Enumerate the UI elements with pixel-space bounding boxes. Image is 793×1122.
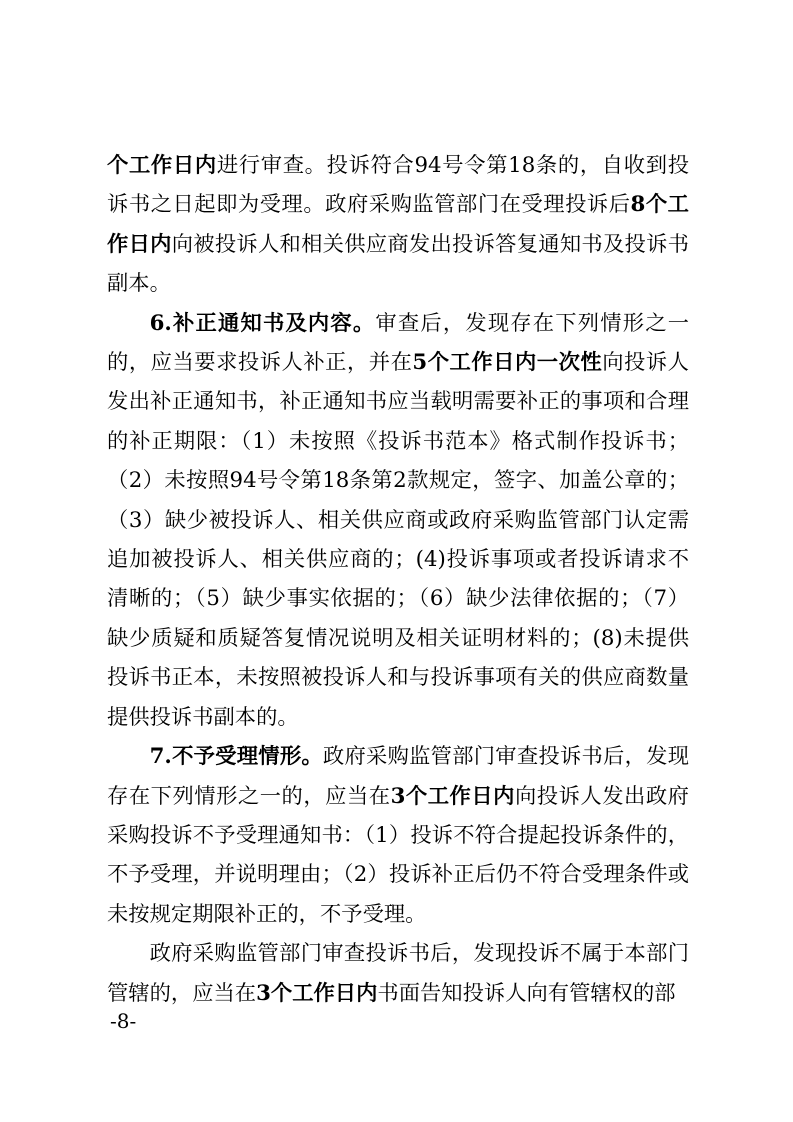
bold-text-run: 3个工作日内 <box>390 783 515 809</box>
text-run: 审查后，发现存在下列情形之一的，应当要求投诉人补正，并在 <box>107 310 689 376</box>
page-number: -8- <box>110 1009 137 1033</box>
bold-text-run: 8个工作日内 <box>107 192 689 257</box>
paragraph <box>107 146 689 304</box>
text-run: 政府采购监管部门审查投诉书后，发现存在下列情形之一的，应当在 <box>107 744 689 809</box>
bold-text-run: 3个工作日内 <box>256 980 378 1006</box>
text-run: 政府采购监管部门审查投诉书后，发现投诉不属于本部门管辖的，应当在 <box>107 941 689 1006</box>
paragraph <box>107 304 689 737</box>
text-run: 进行审查。投诉符合94号令第18条的，自收到投诉书之日起即为受理。政府采购监管部门在受理投诉后 <box>107 153 689 218</box>
text-run: 向被投诉人和相关供应商发出投诉答复通知书及投诉书副本。 <box>107 231 689 297</box>
text-run: 书面告知投诉人向有管辖权的部 <box>377 980 676 1006</box>
text-run: 向投诉人发出补正通知书，补正通知书应当载明需要补正的事项和合理的补正期限：（1）未按照《投诉书范本》格式制作投诉书；（2）未按照94号令第18条第2款规定，签字、加盖公章的；（3）缺少被投诉人、相关供应商或政府采购监管部门认定需追加被投诉人、相关供应商的；(4)投诉事项或者投诉请求不清晰的；（5）缺少事实依据的；（6）缺少法律依据的；（7）缺少质疑和质疑答复情况说明及相关证明材料的；(8)未提供投诉书正本，未按照被投诉人和与投诉事项有关的供应商数量提供投诉书副本的。 <box>107 350 689 730</box>
bold-text-run: 6.补正通知书及内容。 <box>149 310 376 336</box>
bold-text-run: 5个工作日内一次性 <box>412 350 603 376</box>
bold-text-run: 7.不予受理情形。 <box>149 744 323 770</box>
body-text <box>107 146 689 1013</box>
text-run: 向投诉人发出政府采购投诉不予受理通知书：（1）投诉不符合提起投诉条件的，不予受理，并说明理由；（2）投诉补正后仍不符合受理条件或未按规定期限补正的，不予受理。 <box>107 783 689 927</box>
paragraph <box>107 934 689 1013</box>
bold-text-run: 个工作日内 <box>107 153 217 178</box>
paragraph <box>107 737 689 934</box>
